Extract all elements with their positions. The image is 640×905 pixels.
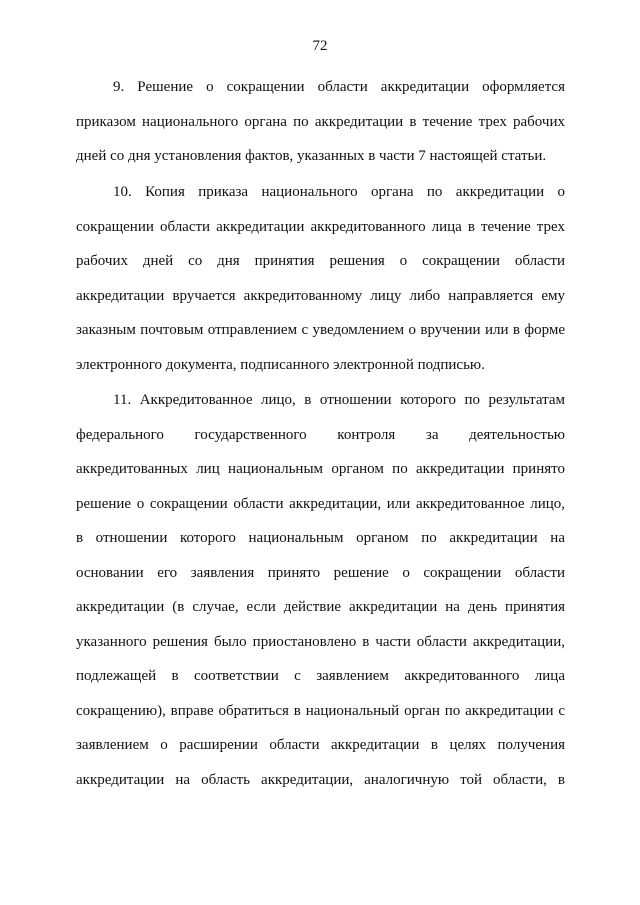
paragraph-line: аккредитованных лиц национальным органом по аккредитации принято <box>76 461 565 477</box>
paragraph-line: федерального государственного контроля за деятельностью <box>76 426 565 443</box>
paragraph-line: 9. Решение о сокращении области аккредитации оформляется <box>113 79 565 95</box>
paragraph-line: заказным почтовым отправлением с уведомлением о вручении или в форме <box>76 322 565 338</box>
paragraph-9 <box>76 70 565 174</box>
paragraph-line: дней со дня установления фактов, указанных в части 7 настоящей статьи. <box>76 148 547 164</box>
paragraph-line: аккредитации (в случае, если действие аккредитации на день принятия <box>76 599 565 615</box>
paragraph-line: электронного документа, подписанного электронной подписью. <box>76 356 485 373</box>
paragraph-11 <box>76 383 565 797</box>
paragraph-line: основании его заявления принято решение о сокращении области <box>76 564 565 581</box>
paragraph-line: рабочих дней со дня принятия решения о сокращении области <box>76 253 565 269</box>
paragraph-line: приказом национального органа по аккредитации в течение трех рабочих <box>76 113 565 130</box>
paragraph-line: подлежащей в соответствии с заявлением аккредитованного лица <box>76 668 565 684</box>
paragraph-line: сокращению), вправе обратиться в национальный орган по аккредитации с <box>76 702 565 719</box>
paragraph-line: указанного решения было приостановлено в части области аккредитации, <box>76 633 565 650</box>
paragraph-line: в отношении которого национальным органом по аккредитации на <box>76 530 565 546</box>
page-number: 72 <box>312 38 328 54</box>
paragraph-line: 11. Аккредитованное лицо, в отношении которого по результатам <box>113 392 565 408</box>
paragraph-line: аккредитации вручается аккредитованному лицу либо направляется ему <box>76 287 565 304</box>
paragraph-10 <box>76 175 565 382</box>
paragraph-line: 10. Копия приказа национального органа по аккредитации о <box>113 184 565 200</box>
paragraph-line: аккредитации на область аккредитации, аналогичную той области, в <box>76 771 565 788</box>
paragraph-line: заявлением о расширении области аккредитации в целях получения <box>76 737 565 753</box>
paragraph-line: сокращении области аккредитации аккредитованного лица в течение трех <box>76 218 565 235</box>
paragraph-line: решение о сокращении области аккредитации, или аккредитованное лицо, <box>76 495 565 512</box>
